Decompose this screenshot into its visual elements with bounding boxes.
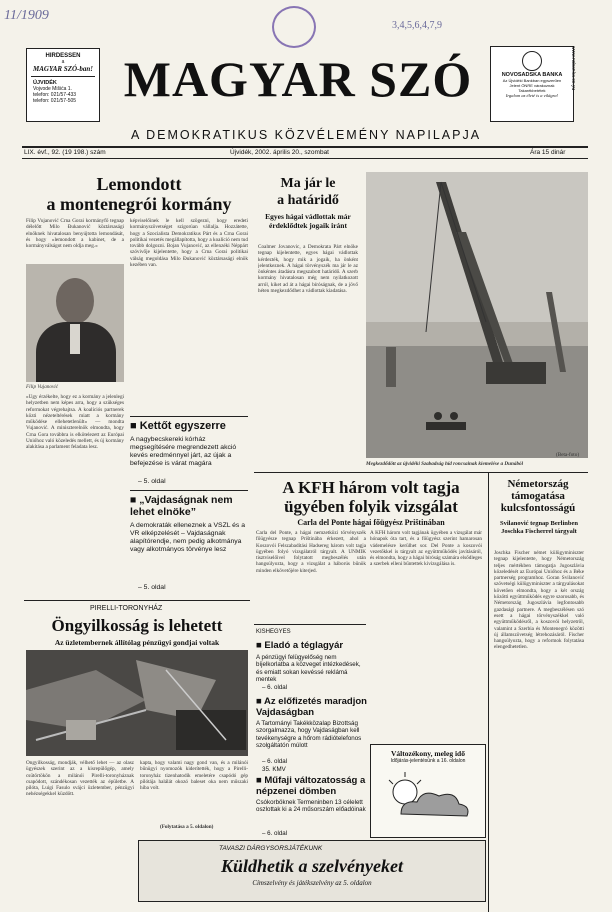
ad-right-bank — [490, 46, 574, 122]
article-suicide-body-right: kapta, hogy valami nagy gond van, és a milánói bűnügyi nyomozók kiderítették, hogy a Pirelli-toronyház tizenhatodik emeletére csapódó gép pilótája halálát okozó baleset oka nem műszaki hiba volt. — [140, 760, 248, 792]
issue-date: Újvidék, 2002. április 20., szombat — [230, 149, 329, 156]
bank-slogan: Irgalom az életé is a világra! — [505, 93, 559, 98]
portrait-photo — [26, 264, 124, 382]
weather-title: Változékony, meleg idő — [391, 749, 465, 758]
handwritten-note-right: 3,4,5,6,4,7,9 — [392, 20, 442, 31]
cloud-sun-icon — [371, 764, 483, 824]
ad-left-line5: telefon: 021/57-433 — [33, 92, 77, 98]
ad-left-brand: MAGYAR SZÓ-ban! — [33, 65, 93, 73]
crane-illustration — [366, 172, 588, 458]
kishegyes-item-3-title-text: Műfaji változatosság a népzenei dömben — [256, 775, 366, 797]
article-bridge-subtitle: Egyes hágai vádlottak már érdeklődtek jogaik iránt — [265, 212, 351, 230]
article-lemondott-lead: Filip Vujanović Crna Gorai kormányfő tegnap délelőtt Milo Đukanović köztársasági elnöknek hivatalosan benyújtotta lemondását, és hogy »lemondott a kabinet, de a kormányválságot nem oldja meg.« — [26, 218, 124, 250]
issue-number: LIX. évf., 92. (19 198.) szám — [24, 149, 106, 156]
article-suicide-body-left: Öngyilkosság, mondják, vélhető lehet — az olasz ügyészek szerint az a kisrepülőgép, amely csütörtökön a milánói Pirelli-toronyháznak csapódott, szándékosan vezették az épületbe. A pilóta, Luigi Fasulo svájci üzletember, pénzügyi nehézségekkel küzdött. — [26, 760, 134, 798]
masthead-title: MAGYAR SZÓ — [123, 51, 473, 107]
article-lemondott-title-2: a montenegrói kormány — [46, 194, 232, 214]
bank-web: www.nsbanka.co.yu — [570, 46, 576, 91]
kishegyes-item-2-ref: – 6. oldal — [262, 758, 288, 765]
ad-left — [26, 48, 100, 122]
bank-line2: Jelent ÖNRE várakoznak — [509, 83, 555, 88]
article-kfh-subtitle: Carla del Ponte hágai főügyész Prištinában — [297, 518, 445, 527]
ad-left-line1: HIRDESSEN — [45, 53, 81, 59]
ad-left-line6: telefon: 021/57-505 — [33, 98, 77, 104]
article-vojvodina-title-text: „Vajdaságnak nem lehet elnöke” — [130, 494, 233, 518]
weather-sub: Időjárás-jelentésünk a 16. oldalon — [390, 758, 466, 764]
library-stamp — [272, 6, 316, 48]
article-germany-subtitle: Svilanović tegnap Berlinben Joschka Fischerrel tárgyalt — [499, 520, 578, 535]
article-germany-title: Németország támogatása kulcsfontosságú — [500, 478, 576, 514]
kishegyes-item-1-title-text: Eladó a téglagyár — [264, 640, 344, 651]
contest-label: TAVASZI DÁRGYSORSJÁTÉKUNK — [219, 845, 323, 852]
bank-line1: Az Újvidéki Bankban egyszerűen — [502, 78, 562, 83]
contest-banner — [138, 840, 486, 902]
article-kettot-ref: – 5. oldal — [138, 478, 166, 485]
article-lemondott-body-left: »Úgy érzékelte, hogy ez a kormány a jelenlegi helyzetben nem képes arra, hogy a szükséges reformokat végrehajtsa. A koalíciós partnerek közti nézeteltérések miatt a kormány működése ellehetetlenült« — mondta Vujanović. A miniszterelnök elmondta, hogy Crna Gora továbbra is elkötelezett az Európai Unióhoz való közeledés mellett, és új kormány alakítása a parlament feladata lesz. — [26, 394, 124, 451]
kishegyes-item-3-ref: – 6. oldal — [262, 830, 288, 837]
kishegyes-extra-ref: 35. KMV — [262, 766, 286, 773]
handwritten-note: 11/1909 — [4, 8, 49, 23]
article-kfh-title: A KFH három volt tagja ügyében folyik vizsgálat — [282, 478, 460, 516]
article-kettot-title: ■ Kettőt egyszerre — [130, 420, 226, 432]
article-bridge-body: Coalmer Jovanovic, a Demokrata Párt elnöke tegnap kijelentette, egyes hágai vádlottak kérdezték, hogy mik a jogaik, ha önként jelentkeznek. A hágai törvényszék ma jár le az önkéntes átadásra megszabott határidő. A szerb kormány hivatalosan még nem nyilatkozott arról, kiket ad át a hágai bíróságnak, de a jövő héten megkezdődhet a vádlottak kiadatása. — [258, 244, 358, 295]
kishegyes-item-1-ref: – 6. oldal — [262, 684, 288, 691]
article-germany-body: Joschka Fischer német külügyminiszter tegnap kijelentette, hogy Németország teljes mértékben támogatja Jugoszlávia közeledését az Európai Unióhoz és a Béke partnerség programhoz. Goran Svilanović szövetségi külügyminiszter a tárgyalásokat követően elmondta, hogy a két ország közötti együttműködés egyre szorosabb, és Németország Jugoszlávia legfontosabb gazdasági partnere. A megbeszélésen szó esett a hágai törvényszékkel való együttműködésről, a koszovói helyzetről, valamint a Szerbia és Montenegró közötti új államszövetség létrehozásáról. Fischer hangsúlyozta, hogy a reformok folytatása elengedhetetlen. — [494, 550, 584, 651]
article-vojvodina-ref: – 5. oldal — [138, 584, 166, 591]
masthead-subtitle: A DEMOKRATIKUS KÖZVÉLEMÉNY NAPILAPJA — [130, 128, 482, 142]
ad-left-line4: Vojvode Mišića 1. — [33, 86, 72, 92]
contest-title: Küldhetik a szelvényeket — [221, 856, 403, 876]
article-suicide-continued: (Folytatása a 5. oldalon) — [160, 824, 214, 830]
article-bridge-title-2: a határidő — [277, 193, 339, 208]
bridge-photo-caption: Megkezdődött az újvidéki Szabadság híd roncsainak kiemelése a Dunából — [366, 461, 524, 467]
kishegyes-item-1-title: ■ Eladó a téglagyár — [256, 640, 344, 651]
article-suicide-label: PIRELLI-TORONYHÁZ — [90, 605, 163, 612]
portrait-caption: Filip Vujanović — [26, 384, 59, 390]
article-lemondott-body-right: képviselőinek le kell szögezni, hogy eredeti kormányszövetséget szigorúan vállalja. Hozzátette, hogy a Szocialista Demokratikus Párt és a Crna Gorai politikai vezetés megállapította, hogy a koalíció nem tud tovább dolgozni. Bojan Vujanović, az ellenzéki Néppárt szóvivője kijelentette, hogy a Crna Gorai politikai válság megoldása Milo Đukanović köztársasági elnök kezében van. — [130, 218, 248, 269]
article-kettot-body: A nagybecskereki kórház megsegítésére megrendezett akció kevés eredménnyel járt, az újak a befejezése is várat magára — [130, 436, 237, 467]
weather-box — [370, 744, 486, 838]
ad-left-line2: a — [61, 59, 65, 65]
article-kettot-title-text: Kettőt egyszerre — [139, 420, 226, 432]
kishegyes-item-2-title: ■ Az előfizetés maradjon Vajdaságban — [256, 696, 367, 718]
kishegyes-item-1-body: A pénzügyi felügyelőség nem bíjelkorlatba a közveget intézkedések, és emiatt sokan kevéssé reklámá mentek — [256, 654, 361, 683]
pirelli-photo — [26, 650, 248, 756]
bridge-photo-credit: (Beta-foto) — [556, 452, 580, 458]
article-vojvodina-title: ■ „Vajdaságnak nem lehet elnöke” — [130, 494, 233, 518]
bank-name: NOVOSADSKA BANKA — [501, 72, 563, 78]
contest-sub: Címszelvény és játékszelvény az 5. oldalon — [252, 879, 372, 887]
article-vojvodina-body: A demokraták elleneznek a VSZL és a VR elképzelését – Vajdaságnak alapítórendje, nem pedig alkotmánya vagy alkotmányos törvénye lesz — [130, 522, 245, 553]
kishegyes-item-2-body: A Tartományi Takékközalap Bizottság szorgalmazza, hogy Vajdaságban kell tevékenységre a hőrom rádiótelefonos szolgáltatón múlott — [256, 720, 362, 749]
ad-left-line3: ÚJVIDÉK — [33, 80, 57, 86]
article-bridge-title-1: Ma jár le — [280, 176, 336, 191]
bridge-photo — [366, 172, 588, 458]
article-kfh-body-left: Carla del Ponte, a hágai nemzetközi törvényszék főügyésze tegnap Prištinába érkezett, ahol a Koszovói Felszabadítási Hadsereg három volt tagja ügyében folyó vizsgálatról tárgyalt. A UNMIK tisztviselőivel folytatott megbeszélés után hangsúlyozta, hogy a vizsgálat a háborús bűnök minden elkövetőjére kiterjed. — [256, 530, 366, 574]
kishegyes-label: KISHEGYES — [256, 629, 291, 635]
article-suicide-subtitle: Az üzletembernek állítólag pénzügyi gondjai voltak — [54, 638, 220, 647]
kishegyes-item-3-title: ■ Műfaji változatosság a népzenei dömben — [256, 775, 366, 797]
kishegyes-item-3-body: Csókorböknek Termeninben 13 célelett oszlottak ki a 24 műsorszám előadóinak — [256, 799, 366, 814]
bank-line3: Takarékbetétek — [518, 88, 546, 93]
article-suicide-title: Öngyilkosság is lehetett — [51, 616, 223, 635]
issue-price: Ára 15 dinár — [530, 149, 566, 156]
article-kfh-body-right: A KFH három volt tagjának ügyében a vizsgálat már hónapok óta tart, és a főügyész szerint hamarosan vádemelésre kerülhet sor. Del Ponte a koszovói vezetőkkel is tárgyalt az együttműködés javításáról, és elmondta, hogy a hágai bíróság számára elsődleges a szerbek elleni bűntettek kivizsgálása is. — [370, 530, 482, 568]
kishegyes-item-2-title-text: Az előfizetés maradjon Vajdaságban — [256, 696, 367, 718]
bank-logo-icon — [522, 51, 542, 71]
wreckage-illustration — [26, 650, 248, 756]
article-lemondott-title-1: Lemondott — [96, 174, 182, 194]
